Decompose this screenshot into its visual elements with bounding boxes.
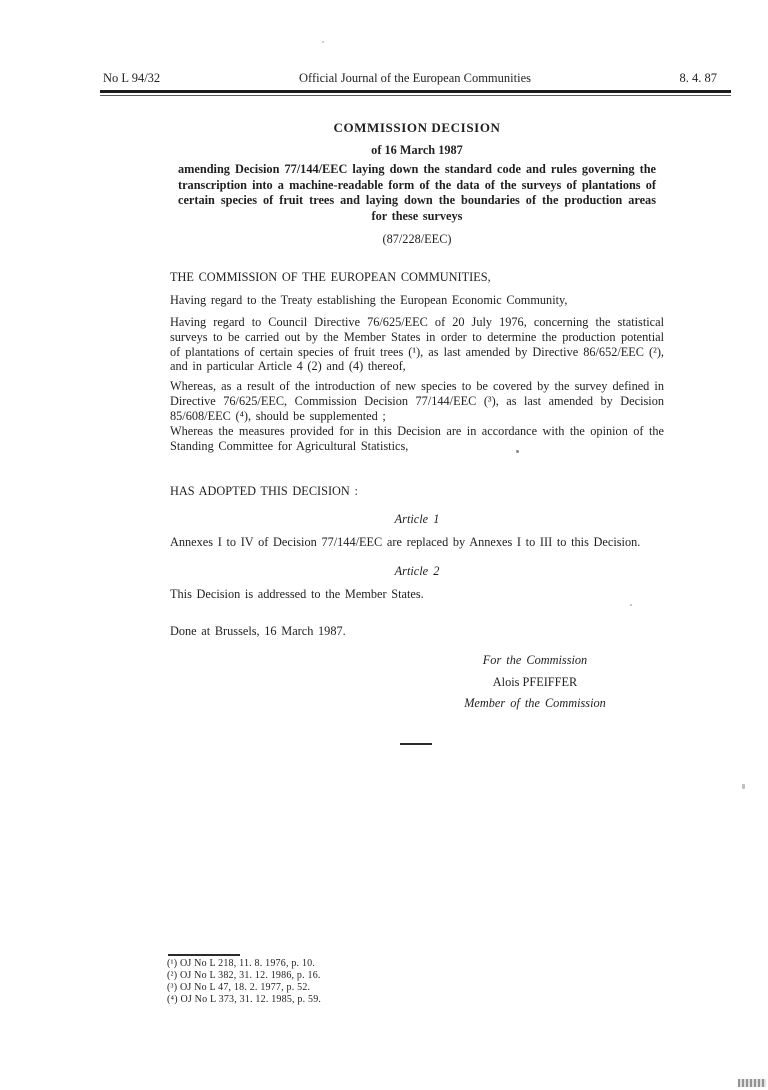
recital-directive: Having regard to Council Directive 76/625/EEC of 20 July 1976, concerning the statistical surveys to be carried out by the Member States in order to determine the production potential of plantations of certain species of fruit trees (¹), as last amended by Directive 86/652/EEC (²), and in particular Article 4 (2) and (4) thereof, — [170, 315, 664, 374]
signature-on-behalf: For the Commission — [482, 653, 588, 667]
article-1-text: Annexes I to IV of Decision 77/144/EEC are replaced by Annexes I to III to this Decision. — [170, 535, 641, 549]
header-rule-thin — [100, 95, 731, 96]
signature-name: Alois PFEIFFER — [492, 675, 578, 689]
header-date: 8. 4. 87 — [679, 71, 717, 85]
footnote-1: (¹) OJ No L 218, 11. 8. 1976, p. 10. — [167, 958, 316, 969]
header-issue-number: No L 94/32 — [103, 71, 161, 85]
footnote-list — [167, 958, 487, 1006]
document-reference-number: (87/228/EEC) — [382, 232, 452, 246]
document-subject: amending Decision 77/144/EEC laying down the standard code and rules governing the transcription into a machine-readable form of the data of the surveys of plantations of certain species of fruit trees and laying down the boundaries of the production areas for these surveys — [178, 162, 656, 223]
footnote-separator-rule — [168, 954, 240, 956]
end-of-text-dash — [400, 743, 432, 745]
footnote-4: (⁴) OJ No L 373, 31. 12. 1985, p. 59. — [167, 994, 322, 1005]
place-and-date-line: Done at Brussels, 16 March 1987. — [170, 624, 346, 638]
footnote-3: (³) OJ No L 47, 18. 2. 1977, p. 52. — [167, 982, 311, 993]
document-type-title: COMMISSION DECISION — [333, 120, 501, 135]
scan-speckle — [322, 41, 324, 43]
scan-speckle — [516, 450, 519, 453]
document-date-line: of 16 March 1987 — [371, 143, 463, 157]
signature-block — [370, 653, 700, 711]
article-2-text: This Decision is addressed to the Member States. — [170, 587, 424, 601]
scan-speckle — [742, 784, 745, 789]
recital-whereas-committee: Whereas the measures provided for in this Decision are in accordance with the opinion of the Standing Committee for Agricultural Statistics, — [170, 424, 664, 453]
article-1-heading: Article 1 — [394, 512, 440, 526]
recital-treaty: Having regard to the Treaty establishing the European Economic Community, — [170, 293, 568, 307]
article-2-heading: Article 2 — [394, 564, 440, 578]
scan-speckle — [630, 604, 632, 606]
signature-role: Member of the Commission — [464, 696, 606, 710]
opening-formula: THE COMMISSION OF THE EUROPEAN COMMUNITIES, — [170, 270, 491, 284]
recital-whereas-species: Whereas, as a result of the introduction of new species to be covered by the survey defined in Directive 76/625/EEC, Commission Decision 77/144/EEC (³), as last amended by Decision 85/608/EEC (⁴), should be supplemented ; — [170, 379, 664, 423]
scan-corner-mark — [738, 1079, 766, 1087]
header-rule-thick — [100, 90, 731, 93]
enacting-formula: HAS ADOPTED THIS DECISION : — [170, 484, 358, 498]
header-journal-title: Official Journal of the European Communities — [298, 71, 531, 85]
footnote-2: (²) OJ No L 382, 31. 12. 1986, p. 16. — [167, 970, 321, 981]
